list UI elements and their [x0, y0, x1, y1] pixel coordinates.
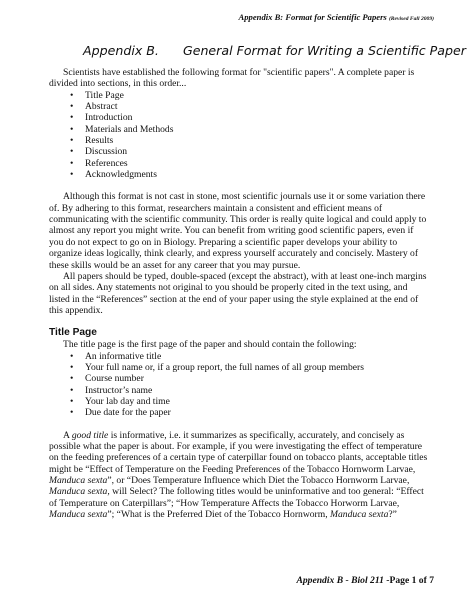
title-page-item-label: Your lab day and time [85, 395, 170, 407]
title-text: General Format for Writing a Scientific Paper [182, 43, 466, 58]
title-page-item [49, 407, 429, 418]
bullet-icon: • [70, 123, 74, 135]
good-title-text-3: will Select? The following titles would be uninformative and too general: “Effect of Temperature on Caterpillars”; “How Temperature Affects the Tobacco Horworm Larvae, [49, 486, 424, 509]
section-list-item-label: References [85, 157, 128, 169]
typing-paragraph: All papers should be typed, double-spaced (except the abstract), with at least one-inch margins on all sides. Any statements not original to you should be properly cited in the text using, and listed in the “References” section at the end of your paper using the style explained at the end of this appendix. [49, 270, 427, 316]
section-list-item [49, 101, 429, 112]
section-list-item [49, 169, 429, 180]
revision-note: (Revised Fall 2009) [388, 16, 434, 22]
bullet-icon: • [70, 146, 74, 158]
bullet-icon: • [70, 407, 74, 419]
bullet-icon: • [70, 135, 74, 147]
bullet-icon: • [70, 101, 74, 113]
section-list-item [49, 158, 429, 169]
title-page-item-label: An informative title [85, 350, 162, 362]
title-page-item [49, 362, 429, 373]
title-page-intro: The title page is the first page of the paper and should contain the following: [63, 339, 357, 351]
section-list-item-label: Acknowledgments [85, 169, 157, 181]
bullet-icon: • [70, 361, 74, 373]
page-number: -Page 1 of 7 [386, 575, 434, 586]
section-list-item-label: Results [85, 135, 114, 147]
intro-paragraph: Scientists have established the following format for "scientific papers". A complete paper is divided into sections, in this order... [49, 67, 415, 90]
section-list-item [49, 146, 429, 157]
page-footer [296, 575, 434, 586]
title-label: Appendix B. [83, 43, 159, 58]
running-header-title: Appendix B: Format for Scientific Papers [238, 12, 387, 22]
running-header [239, 12, 434, 22]
section-list-item-label: Abstract [85, 101, 118, 113]
section-list-item [49, 124, 429, 135]
bullet-icon: • [70, 384, 74, 396]
title-page-item [49, 373, 429, 384]
title-page-item [49, 385, 429, 396]
section-list-item [49, 112, 429, 123]
good-title-paragraph [49, 430, 429, 521]
section-list [49, 90, 429, 181]
title-page-item-label: Course number [85, 373, 144, 385]
section-list-item-label: Discussion [85, 146, 128, 158]
good-title-text-5: ?” [388, 509, 397, 521]
title-page-heading: Title Page [49, 327, 97, 339]
title-page-item-label: Your full name or, if a group report, the full names of all group members [85, 361, 364, 373]
good-title-term: good title [71, 429, 109, 441]
page-title [83, 43, 466, 58]
bullet-icon: • [70, 373, 74, 385]
good-title-text-2: ”, or “Does Temperature Influence which Diet the Tobacco Hornworm Larvae, [107, 475, 410, 486]
section-list-item [49, 90, 429, 101]
title-page-item [49, 396, 429, 407]
title-page-item [49, 351, 429, 362]
species-name: Manduca sexta, [49, 486, 110, 498]
bullet-icon: • [70, 89, 74, 101]
species-name: Manduca sexta [49, 475, 108, 486]
species-name: Manduca sexta [49, 509, 108, 521]
bullet-icon: • [70, 157, 74, 169]
section-list-item-label: Introduction [85, 112, 133, 124]
bullet-icon: • [70, 169, 74, 181]
good-title-lead: A [63, 429, 72, 441]
format-paragraph: Although this format is not cast in stone, most scientific journals use it or some variation there of. By adhering to this format, researchers maintain a consistent and efficient means of communicating with the scientific community. This order is really quite logical and could apply to almost any report you might write. You can benefit from writing good scientific papers, even if you do not expect to go on in Biology. Preparing a scientific paper develops your ability to organize ideas logically, think clearly, and express yourself accurately and concisely. Mastery of these skills would be an asset for any career that you may pursue. [49, 191, 427, 271]
title-page-item-label: Instructor’s name [85, 384, 153, 396]
bullet-icon: • [70, 350, 74, 362]
bullet-icon: • [70, 395, 74, 407]
species-name: Manduca sexta [330, 509, 389, 521]
document-body [49, 67, 429, 520]
bullet-icon: • [70, 112, 74, 124]
section-list-item [49, 135, 429, 146]
good-title-text-4: ”; “What is the Preferred Diet of the Tobacco Hornworm, [107, 509, 331, 521]
good-title-text-1: is informative, i.e. it summarizes as specifically, accurately, and concisely as possible what the paper is about. For example, if you were investigating the effect of temperature on the feeding preferences of a certain type of caterpillar found on tobacco plants, acceptable titles might be “Effect of Temperature on the Feeding Preferences of the Tobacco Hornworm Larvae, [49, 429, 428, 475]
title-page-list [49, 351, 429, 419]
title-page-item-label: Due date for the paper [85, 407, 171, 419]
section-list-item-label: Materials and Methods [85, 123, 174, 135]
footer-label: Appendix B - Biol 211 [296, 575, 384, 586]
section-list-item-label: Title Page [85, 89, 124, 101]
